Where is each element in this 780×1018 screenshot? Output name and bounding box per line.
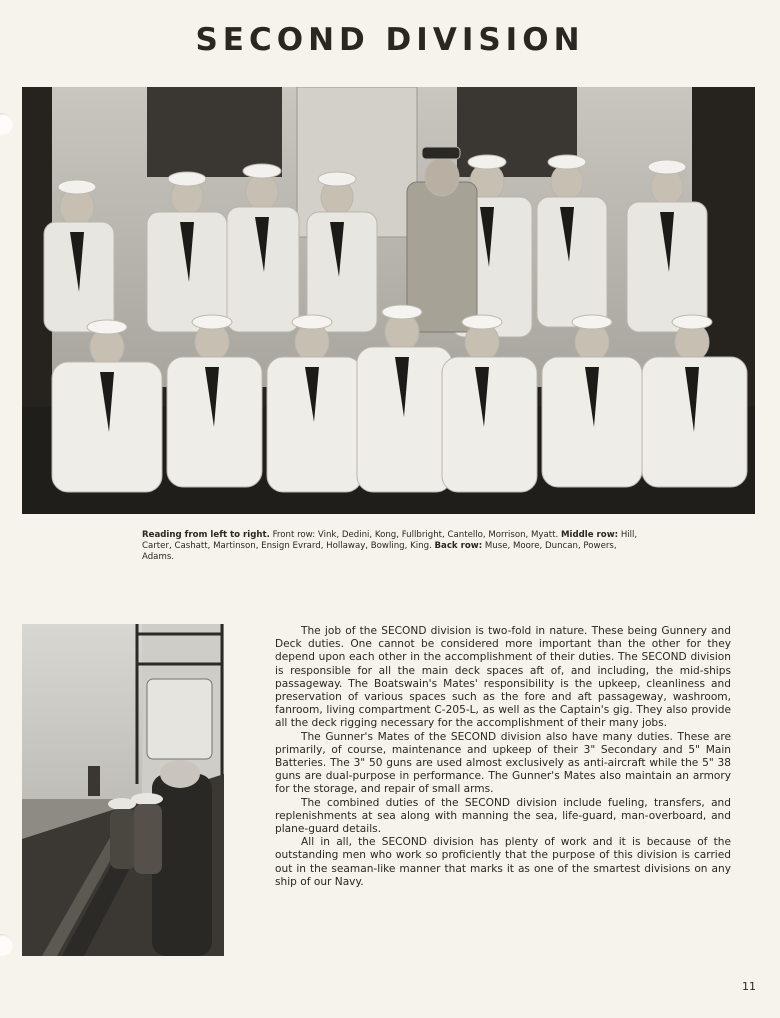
caption-front-label: Front row:: [272, 530, 316, 540]
caption-middle-names: Hill, Carter, Cashatt, Martinson, Ensign Evrard, Hollaway, Bowling, King.: [142, 530, 638, 551]
caption-lead: Reading from left to right.: [142, 530, 270, 540]
binder-hole-bottom: [0, 934, 13, 956]
binder-hole-top: [0, 113, 13, 135]
paragraph: All in all, the SECOND division has plenty of work and it is because of the outstanding men who work so proficiently that the purpose of this division is carried out in the seaman-like manner that marks it as one of the smartest divisions on any ship of our Navy.: [275, 836, 731, 888]
paragraph: The job of the SECOND division is two-fold in nature. These being Gunnery and Deck duties. One cannot be considered more important than the other for they depend upon each other in the accomplishment of their duties. The SECOND division is responsible for all the main deck spaces aft of, and including, the mid-ships passageway. The Boatswain's Mates' responsibility is the upkeep, cleanliness and preservation of various spaces such as the fore and aft passageway, washroom, fanroom, living compartment C-205-L, as well as the Captain's gig. They also provide all the deck rigging necessary for the accomplishment of their many jobs.: [275, 625, 731, 730]
division-description: [275, 625, 731, 889]
caption-front-names: Vink, Dedini, Kong, Fullbright, Cantello, Morrison, Myatt.: [317, 530, 559, 540]
page-title: SECOND DIVISION: [195, 22, 585, 58]
caption-middle-label: Middle row:: [560, 530, 619, 540]
page-number: 11: [742, 980, 756, 993]
caption-back-names: Muse, Moore, Duncan, Powers, Adams.: [142, 541, 617, 562]
paragraph: The Gunner's Mates of the SECOND division also have many duties. These are primarily, of course, maintenance and upkeep of their 3" Secondary and 5" Main Batteries. The 3" 50 guns are used almost exclusively as anti-aircraft while the 5" 38 guns are dual-purpose in performance. The Gunner's Mates also maintain an armory for the storage, and repair of small arms.: [275, 730, 731, 796]
paragraph: The combined duties of the SECOND division include fueling, transfers, and replenishments at sea along with manning the sea, life-guard, man-overboard, and plane-guard details.: [275, 796, 731, 836]
deck-photo: [22, 624, 224, 956]
division-group-photo: [22, 87, 755, 514]
caption-back-label: Back row:: [434, 541, 483, 551]
photo-caption: [142, 530, 642, 563]
